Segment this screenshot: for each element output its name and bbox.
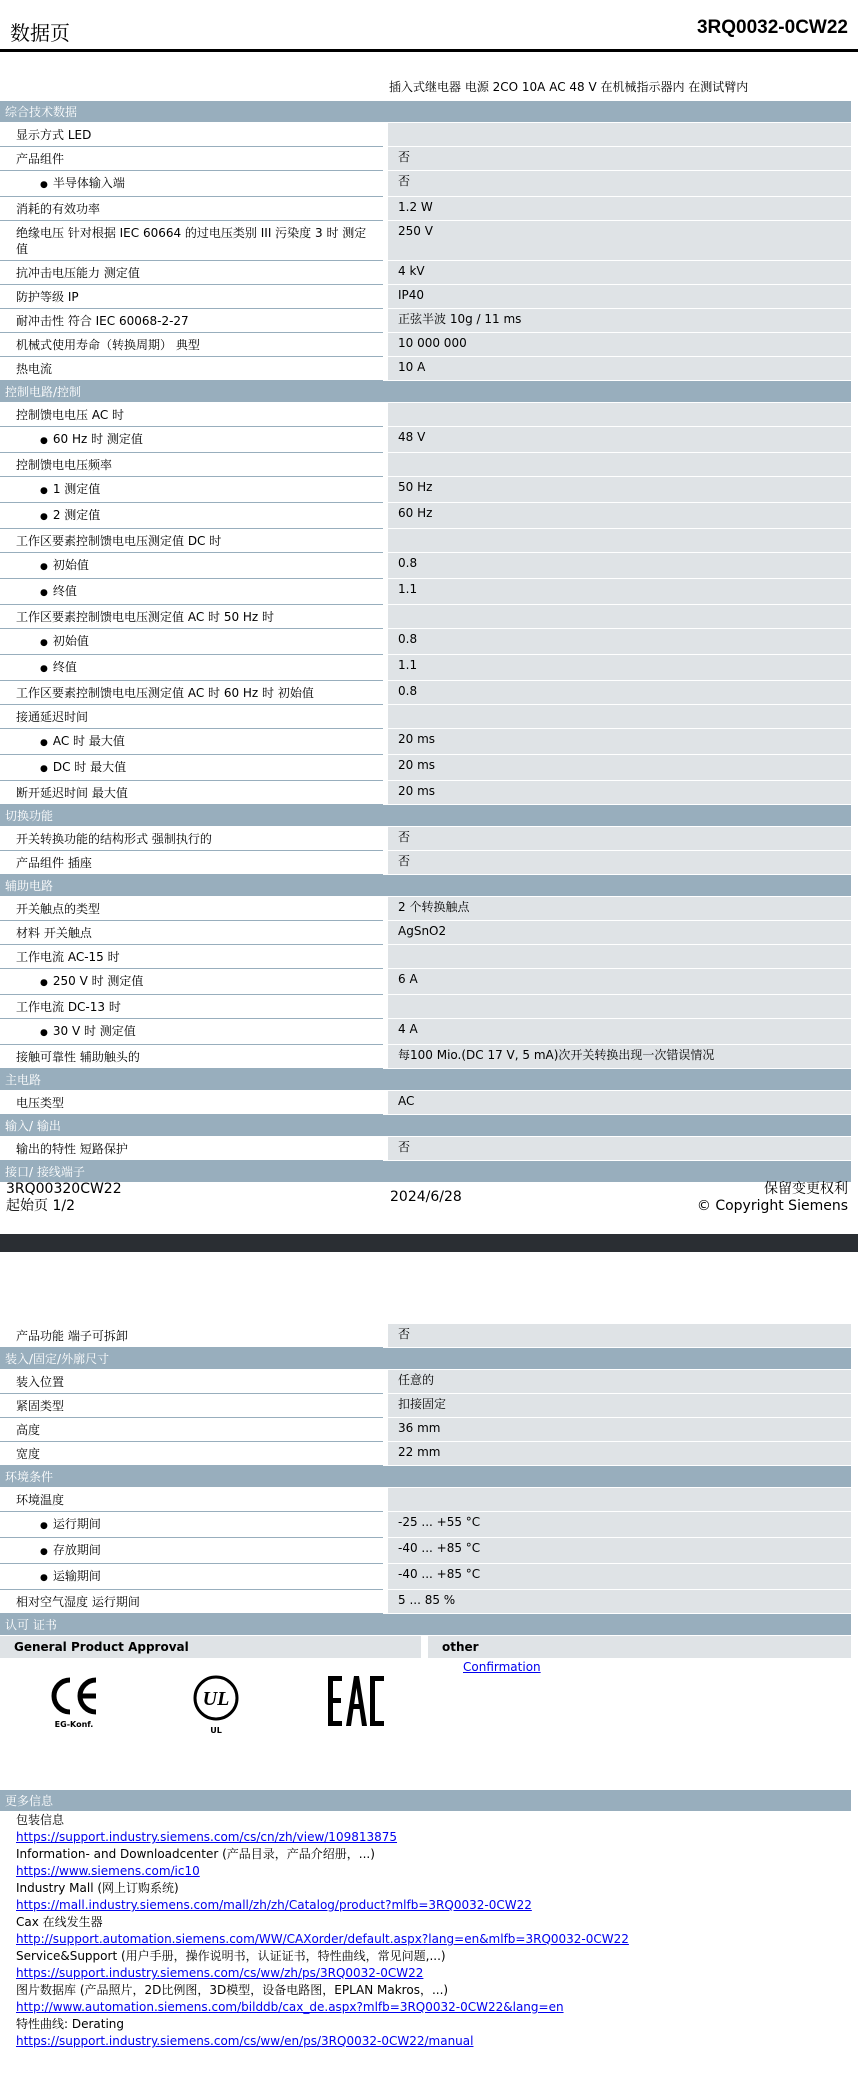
spec-label bbox=[0, 655, 383, 681]
spec-label-text: 绝缘电压 针对根据 IEC 60664 的过电压类别 III 污染度 3 时 测定值 bbox=[16, 226, 367, 256]
spec-label bbox=[0, 605, 383, 629]
spec-label-text: 工作区要素控制馈电电压测定值 DC 时 bbox=[16, 534, 222, 548]
spec-label bbox=[0, 781, 383, 805]
spec-value bbox=[388, 995, 851, 1019]
spec-value bbox=[388, 605, 851, 629]
spec-label bbox=[0, 261, 383, 285]
info-link[interactable]: https://support.industry.siemens.com/cs/cn/zh/view/109813875 bbox=[16, 1830, 398, 1844]
spec-value: 扣接固定 bbox=[388, 1394, 851, 1418]
spec-row bbox=[0, 1394, 851, 1418]
spec-row bbox=[0, 477, 851, 503]
info-link[interactable]: https://mall.industry.siemens.com/mall/zh/zh/Catalog/product?mlfb=3RQ0032-0CW22 bbox=[16, 1898, 532, 1912]
spec-row bbox=[0, 579, 851, 605]
footer-page: 起始页 1/2 bbox=[6, 1198, 75, 1214]
spec-table-page2 bbox=[0, 1324, 851, 1614]
bullet-icon: ● bbox=[40, 638, 48, 648]
spec-table-page1 bbox=[0, 101, 851, 1183]
spec-label bbox=[0, 1488, 383, 1512]
spec-row bbox=[0, 1512, 851, 1538]
spec-value: -40 ... +85 °C bbox=[388, 1538, 851, 1564]
more-info-section bbox=[0, 1790, 851, 2050]
spec-row bbox=[0, 1091, 851, 1115]
spec-value bbox=[388, 529, 851, 553]
spec-label bbox=[0, 1590, 383, 1614]
spec-value: 任意的 bbox=[388, 1370, 851, 1394]
ul-logo bbox=[190, 1674, 242, 1735]
spec-row bbox=[0, 261, 851, 285]
spec-value: 5 ... 85 % bbox=[388, 1590, 851, 1614]
spec-label-text: 初始值 bbox=[52, 558, 89, 572]
spec-label-text: 耐冲击性 符合 IEC 60068-2-27 bbox=[16, 314, 189, 328]
spec-label bbox=[0, 1538, 383, 1564]
spec-row bbox=[0, 309, 851, 333]
spec-row bbox=[0, 945, 851, 969]
spec-row bbox=[0, 123, 851, 147]
spec-label bbox=[0, 453, 383, 477]
info-link[interactable]: http://www.automation.siemens.com/bilddb/cax_de.aspx?mlfb=3RQ0032-0CW22&lang=en bbox=[16, 2000, 564, 2014]
bullet-icon: ● bbox=[40, 588, 48, 598]
spec-row bbox=[0, 1370, 851, 1394]
spec-value bbox=[388, 403, 851, 427]
more-info-list bbox=[0, 1812, 851, 2050]
spec-row bbox=[0, 605, 851, 629]
bullet-icon: ● bbox=[40, 1028, 48, 1038]
bullet-icon: ● bbox=[40, 1521, 48, 1531]
info-label: 包装信息 bbox=[16, 1813, 65, 1827]
spec-row bbox=[0, 171, 851, 197]
section-header: 装入/固定/外廓尺寸 bbox=[0, 1348, 851, 1370]
section-header: 环境条件 bbox=[0, 1466, 851, 1488]
bullet-icon: ● bbox=[40, 180, 48, 190]
spec-label bbox=[0, 851, 383, 875]
spec-value: AgSnO2 bbox=[388, 921, 851, 945]
spec-label bbox=[0, 553, 383, 579]
bullet-icon: ● bbox=[40, 978, 48, 988]
spec-value: 6 A bbox=[388, 969, 851, 995]
spec-value: 4 A bbox=[388, 1019, 851, 1045]
spec-label-text: 产品功能 端子可拆卸 bbox=[16, 1329, 128, 1343]
spec-label bbox=[0, 171, 383, 197]
spec-label bbox=[0, 403, 383, 427]
bullet-icon: ● bbox=[40, 1547, 48, 1557]
spec-value: 1.2 W bbox=[388, 197, 851, 221]
bullet-icon: ● bbox=[40, 486, 48, 496]
spec-label bbox=[0, 681, 383, 705]
spec-value: 0.8 bbox=[388, 629, 851, 655]
spec-row bbox=[0, 453, 851, 477]
spec-label-text: 接通延迟时间 bbox=[16, 710, 89, 724]
spec-label bbox=[0, 333, 383, 357]
spec-value bbox=[388, 453, 851, 477]
spec-label bbox=[0, 969, 383, 995]
spec-value: 48 V bbox=[388, 427, 851, 453]
spec-label-text: 相对空气湿度 运行期间 bbox=[16, 1595, 140, 1609]
spec-label bbox=[0, 221, 383, 261]
spec-label bbox=[0, 197, 383, 221]
spec-value: IP40 bbox=[388, 285, 851, 309]
spec-label-text: 终值 bbox=[52, 584, 77, 598]
spec-label-text: 输出的特性 短路保护 bbox=[16, 1142, 128, 1156]
spec-label-text: 高度 bbox=[16, 1423, 41, 1437]
spec-value: -40 ... +85 °C bbox=[388, 1564, 851, 1590]
section-header: 综合技术数据 bbox=[0, 101, 851, 123]
spec-value: 4 kV bbox=[388, 261, 851, 285]
spec-value: 20 ms bbox=[388, 729, 851, 755]
spec-value: 否 bbox=[388, 851, 851, 875]
spec-label-text: 机械式使用寿命（转换周期） 典型 bbox=[16, 338, 200, 352]
spec-label bbox=[0, 427, 383, 453]
spec-value: 20 ms bbox=[388, 781, 851, 805]
product-number: 3RQ0032-0CW22 bbox=[696, 17, 848, 38]
footer-copyright: © Copyright Siemens bbox=[696, 1198, 848, 1214]
spec-label bbox=[0, 995, 383, 1019]
spec-label-text: 工作电流 AC-15 时 bbox=[16, 950, 120, 964]
info-label: Cax 在线发生器 bbox=[16, 1915, 103, 1929]
spec-label-text: 显示方式 LED bbox=[16, 128, 92, 142]
spec-label bbox=[0, 503, 383, 529]
ce-logo-label: EG-Konf. bbox=[54, 1720, 94, 1729]
info-link[interactable]: https://support.industry.siemens.com/cs/ww/zh/ps/3RQ0032-0CW22 bbox=[16, 1966, 424, 1980]
info-label: Information- and Downloadcenter (产品目录，产品介绍册，...) bbox=[16, 1847, 375, 1861]
spec-label bbox=[0, 1512, 383, 1538]
spec-label-text: 工作电流 DC-13 时 bbox=[16, 1000, 121, 1014]
spec-label-text: 宽度 bbox=[16, 1447, 41, 1461]
spec-label-text: DC 时 最大值 bbox=[52, 760, 127, 774]
spec-row bbox=[0, 357, 851, 381]
spec-label-text: 开关转换功能的结构形式 强制执行的 bbox=[16, 832, 212, 846]
info-link[interactable]: https://support.industry.siemens.com/cs/ww/en/ps/3RQ0032-0CW22/manual bbox=[16, 2034, 474, 2048]
spec-row bbox=[0, 529, 851, 553]
spec-label bbox=[0, 1418, 383, 1442]
info-link[interactable]: http://support.automation.siemens.com/WW/CAXorder/default.aspx?lang=en&mlfb=3RQ0032-0CW22 bbox=[16, 1932, 629, 1946]
bullet-icon: ● bbox=[40, 512, 48, 522]
bullet-icon: ● bbox=[40, 562, 48, 572]
spec-label bbox=[0, 285, 383, 309]
bullet-icon: ● bbox=[40, 738, 48, 748]
spec-row bbox=[0, 427, 851, 453]
spec-value bbox=[388, 945, 851, 969]
spec-label-text: 30 V 时 测定值 bbox=[52, 1024, 136, 1038]
section-header: 辅助电路 bbox=[0, 875, 851, 897]
section-header: 控制电路/控制 bbox=[0, 381, 851, 403]
ul-logo-label: UL bbox=[210, 1726, 222, 1735]
spec-label bbox=[0, 755, 383, 781]
info-label: Service&Support (用户手册，操作说明书，认证证书，特性曲线，常见问题,...) bbox=[16, 1949, 446, 1963]
spec-label bbox=[0, 357, 383, 381]
spec-label bbox=[0, 1045, 383, 1069]
spec-value: 10 A bbox=[388, 357, 851, 381]
bullet-icon: ● bbox=[40, 1573, 48, 1583]
spec-label bbox=[0, 1564, 383, 1590]
spec-label-text: 2 测定值 bbox=[52, 508, 101, 522]
page-title: 数据页 bbox=[10, 21, 70, 45]
spec-label bbox=[0, 147, 383, 171]
spec-value bbox=[388, 1488, 851, 1512]
section-header: 认可 证书 bbox=[0, 1614, 851, 1636]
spec-label-text: 运行期间 bbox=[52, 1517, 101, 1531]
spec-row bbox=[0, 655, 851, 681]
spec-row bbox=[0, 755, 851, 781]
spec-label-text: 断开延迟时间 最大值 bbox=[16, 786, 128, 800]
spec-label bbox=[0, 629, 383, 655]
spec-label bbox=[0, 309, 383, 333]
spec-label-text: 存放期间 bbox=[52, 1543, 101, 1557]
cert-col-other: other bbox=[428, 1636, 851, 1658]
spec-row bbox=[0, 781, 851, 805]
page-header bbox=[0, 0, 858, 52]
spec-value: 正弦半波 10g / 11 ms bbox=[388, 309, 851, 333]
spec-row bbox=[0, 681, 851, 705]
spec-value: 每100 Mio.(DC 17 V, 5 mA)次开关转换出现一次错误情况 bbox=[388, 1045, 851, 1069]
spec-label-text: 产品组件 bbox=[16, 152, 65, 166]
spec-label-text: 60 Hz 时 测定值 bbox=[52, 432, 143, 446]
spec-label bbox=[0, 1091, 383, 1115]
spec-label-text: 控制馈电电压频率 bbox=[16, 458, 113, 472]
spec-label-text: 终值 bbox=[52, 660, 77, 674]
spec-label-text: 消耗的有效功率 bbox=[16, 202, 101, 216]
spec-row bbox=[0, 921, 851, 945]
spec-row bbox=[0, 897, 851, 921]
bullet-icon: ● bbox=[40, 664, 48, 674]
spec-label bbox=[0, 1370, 383, 1394]
spec-label bbox=[0, 1442, 383, 1466]
spec-label bbox=[0, 579, 383, 605]
spec-row bbox=[0, 729, 851, 755]
page-separator bbox=[0, 1234, 858, 1252]
spec-row bbox=[0, 1488, 851, 1512]
spec-value bbox=[388, 123, 851, 147]
spec-value: 1.1 bbox=[388, 655, 851, 681]
spec-label bbox=[0, 897, 383, 921]
spec-row bbox=[0, 1442, 851, 1466]
spec-row bbox=[0, 403, 851, 427]
spec-row bbox=[0, 969, 851, 995]
spec-row bbox=[0, 1045, 851, 1069]
spec-row bbox=[0, 197, 851, 221]
spec-row bbox=[0, 1418, 851, 1442]
spec-value: 否 bbox=[388, 147, 851, 171]
spec-label bbox=[0, 1394, 383, 1418]
spec-label bbox=[0, 1019, 383, 1045]
bullet-icon: ● bbox=[40, 436, 48, 446]
spec-row bbox=[0, 1324, 851, 1348]
spec-row bbox=[0, 851, 851, 875]
spec-value bbox=[388, 705, 851, 729]
spec-row bbox=[0, 285, 851, 309]
spec-value: 50 Hz bbox=[388, 477, 851, 503]
spec-row bbox=[0, 1590, 851, 1614]
ce-logo bbox=[46, 1676, 102, 1729]
spec-value: 否 bbox=[388, 827, 851, 851]
spec-label-text: 控制馈电电压 AC 时 bbox=[16, 408, 125, 422]
spec-label-text: 半导体输入端 bbox=[52, 176, 125, 190]
spec-label-text: 电压类型 bbox=[16, 1096, 65, 1110]
spec-label-text: 1 测定值 bbox=[52, 482, 101, 496]
spec-label-text: 材料 开关触点 bbox=[16, 926, 92, 940]
spec-label bbox=[0, 705, 383, 729]
spec-row bbox=[0, 827, 851, 851]
spec-label-text: 热电流 bbox=[16, 362, 53, 376]
spec-label bbox=[0, 529, 383, 553]
spec-label bbox=[0, 827, 383, 851]
section-header: 输入/ 输出 bbox=[0, 1115, 851, 1137]
footer-rights: 保留变更权利 bbox=[764, 1181, 848, 1197]
info-label: 图片数据库 (产品照片，2D比例图，3D模型，设备电路图，EPLAN Makros，...) bbox=[16, 1983, 449, 1997]
page-footer bbox=[0, 1181, 858, 1241]
spec-value: 否 bbox=[388, 1324, 851, 1348]
spec-row bbox=[0, 553, 851, 579]
spec-value: 36 mm bbox=[388, 1418, 851, 1442]
spec-row bbox=[0, 1019, 851, 1045]
cert-col-general: General Product Approval bbox=[0, 1636, 421, 1658]
spec-label-text: 防护等级 IP bbox=[16, 290, 79, 304]
spec-value: 否 bbox=[388, 171, 851, 197]
spec-label-text: 接触可靠性 辅助触头的 bbox=[16, 1050, 140, 1064]
section-header: 接口/ 接线端子 bbox=[0, 1161, 851, 1183]
spec-value: -25 ... +55 °C bbox=[388, 1512, 851, 1538]
spec-label bbox=[0, 1137, 383, 1161]
footer-order-no: 3RQ00320CW22 bbox=[6, 1181, 122, 1197]
spec-value: 0.8 bbox=[388, 681, 851, 705]
spec-value: 20 ms bbox=[388, 755, 851, 781]
spec-row bbox=[0, 1137, 851, 1161]
bullet-icon: ● bbox=[40, 764, 48, 774]
spec-label bbox=[0, 921, 383, 945]
spec-label bbox=[0, 123, 383, 147]
spec-row bbox=[0, 1538, 851, 1564]
eac-logo bbox=[326, 1674, 386, 1732]
spec-label-text: 运输期间 bbox=[52, 1569, 101, 1583]
svg-text:UL: UL bbox=[202, 1688, 230, 1710]
info-label: Industry Mall (网上订购系统) bbox=[16, 1881, 179, 1895]
spec-row bbox=[0, 629, 851, 655]
spec-row bbox=[0, 221, 851, 261]
spec-label-text: 250 V 时 测定值 bbox=[52, 974, 144, 988]
section-header: 更多信息 bbox=[0, 1790, 851, 1812]
spec-row bbox=[0, 503, 851, 529]
section-header: 切换功能 bbox=[0, 805, 851, 827]
spec-label-text: 抗冲击电压能力 测定值 bbox=[16, 266, 140, 280]
spec-value: 0.8 bbox=[388, 553, 851, 579]
spec-value: 1.1 bbox=[388, 579, 851, 605]
spec-label-text: 装入位置 bbox=[16, 1375, 65, 1389]
spec-label-text: 环境温度 bbox=[16, 1493, 65, 1507]
info-label: 特性曲线: Derating bbox=[16, 2017, 125, 2031]
spec-label bbox=[0, 729, 383, 755]
spec-row bbox=[0, 995, 851, 1019]
spec-label-text: 工作区要素控制馈电电压测定值 AC 时 50 Hz 时 bbox=[16, 610, 275, 624]
spec-row bbox=[0, 333, 851, 357]
product-description: 插入式继电器 电源 2CO 10A AC 48 V 在机械指示器内 在测试臂内 bbox=[389, 80, 749, 94]
section-header: 主电路 bbox=[0, 1069, 851, 1091]
spec-label bbox=[0, 945, 383, 969]
footer-date: 2024/6/28 bbox=[390, 1189, 462, 1205]
spec-value: 否 bbox=[388, 1137, 851, 1161]
spec-value: 250 V bbox=[388, 221, 851, 261]
spec-value: 60 Hz bbox=[388, 503, 851, 529]
spec-label-text: AC 时 最大值 bbox=[52, 734, 125, 748]
spec-row bbox=[0, 147, 851, 171]
spec-value: AC bbox=[388, 1091, 851, 1115]
spec-label bbox=[0, 477, 383, 503]
certificates-section bbox=[0, 1614, 851, 1778]
spec-label-text: 初始值 bbox=[52, 634, 89, 648]
confirmation-link[interactable]: Confirmation bbox=[463, 1660, 541, 1674]
info-link[interactable]: https://www.siemens.com/ic10 bbox=[16, 1864, 200, 1878]
spec-value: 2 个转换触点 bbox=[388, 897, 851, 921]
spec-label-text: 紧固类型 bbox=[16, 1399, 65, 1413]
spec-label-text: 开关触点的类型 bbox=[16, 902, 101, 916]
spec-value: 22 mm bbox=[388, 1442, 851, 1466]
spec-label bbox=[0, 1324, 383, 1348]
spec-value: 10 000 000 bbox=[388, 333, 851, 357]
spec-label-text: 工作区要素控制馈电电压测定值 AC 时 60 Hz 时 初始值 bbox=[16, 686, 314, 700]
spec-row bbox=[0, 1564, 851, 1590]
spec-label-text: 产品组件 插座 bbox=[16, 856, 92, 870]
spec-row bbox=[0, 705, 851, 729]
